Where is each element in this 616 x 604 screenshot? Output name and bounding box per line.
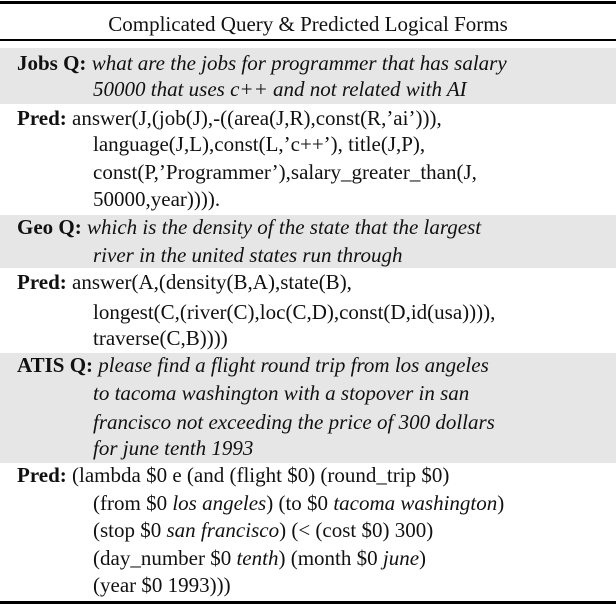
atis-pred-text: (day_number $0 <box>93 546 237 570</box>
atis-pred-text: (stop $0 <box>93 518 167 542</box>
atis-pred-label: Pred: <box>17 463 67 487</box>
jobs-pred-text: const(P,’Programmer’),salary_greater_than(J, <box>93 160 477 184</box>
geo-q-text: river in the united states run through <box>93 243 403 267</box>
atis-pred-line <box>17 461 449 489</box>
geo-pred-text: answer(A,(density(B,A),state(B), <box>72 270 352 294</box>
jobs-pred-text: language(J,L),const(L,’c++’), title(J,P), <box>93 132 426 156</box>
atis-pred-text: (lambda $0 e (and (flight $0) (round_trip $0) <box>72 463 450 487</box>
geo-pred-line <box>17 268 352 296</box>
geo-question-line <box>17 213 481 241</box>
jobs-q-label: Jobs Q: <box>17 51 87 75</box>
atis-pred-line <box>93 544 426 572</box>
atis-pred-line <box>93 489 504 517</box>
jobs-question-line <box>17 49 507 77</box>
top-rule <box>0 1 616 4</box>
atis-pred-text: (year $0 1993))) <box>93 573 231 597</box>
table-header: Complicated Query & Predicted Logical Forms <box>108 12 508 36</box>
atis-q-text: to tacoma washington with a stopover in san <box>93 381 470 405</box>
atis-pred-text: ) (month $0 <box>278 546 383 570</box>
atis-q-text: for june tenth 1993 <box>93 436 254 460</box>
header-rule <box>0 39 616 41</box>
geo-pred-text: longest(C,(river(C),loc(C,D),const(D,id(usa)))), <box>93 300 496 324</box>
jobs-pred-label: Pred: <box>17 106 67 130</box>
geo-pred-label: Pred: <box>17 270 67 294</box>
jobs-q-text: what are the jobs for programmer that has salary <box>91 51 507 75</box>
atis-question-line <box>17 351 489 379</box>
jobs-pred-text: 50000,year)))). <box>93 187 221 211</box>
geo-q-label: Geo Q: <box>17 215 82 239</box>
jobs-pred-text: answer(J,(job(J),-((area(J,R),const(R,’ai’))), <box>72 106 442 130</box>
atis-pred-entity: june <box>382 546 420 570</box>
atis-pred-text: ) <box>497 491 505 515</box>
atis-pred-entity: tenth <box>236 546 279 570</box>
atis-q-text: francisco not exceeding the price of 300 dollars <box>93 410 495 434</box>
atis-pred-entity: los angeles <box>172 491 267 515</box>
atis-q-label: ATIS Q: <box>17 353 94 377</box>
atis-pred-line <box>93 516 433 544</box>
atis-pred-entity: san francisco <box>166 518 280 542</box>
geo-pred-text: traverse(C,B)))) <box>93 326 228 350</box>
atis-q-text: please find a flight round trip from los angeles <box>98 353 489 377</box>
atis-pred-text: ) (< (cost $0) 300) <box>279 518 434 542</box>
jobs-q-text: 50000 that uses c++ and not related with AI <box>93 77 467 101</box>
atis-pred-text: ) <box>419 546 427 570</box>
atis-pred-text: ) (to $0 <box>266 491 334 515</box>
jobs-pred-line <box>17 104 442 132</box>
atis-pred-entity: tacoma washington <box>333 491 498 515</box>
geo-q-text: which is the density of the state that the largest <box>86 215 482 239</box>
atis-pred-text: (from $0 <box>93 491 173 515</box>
